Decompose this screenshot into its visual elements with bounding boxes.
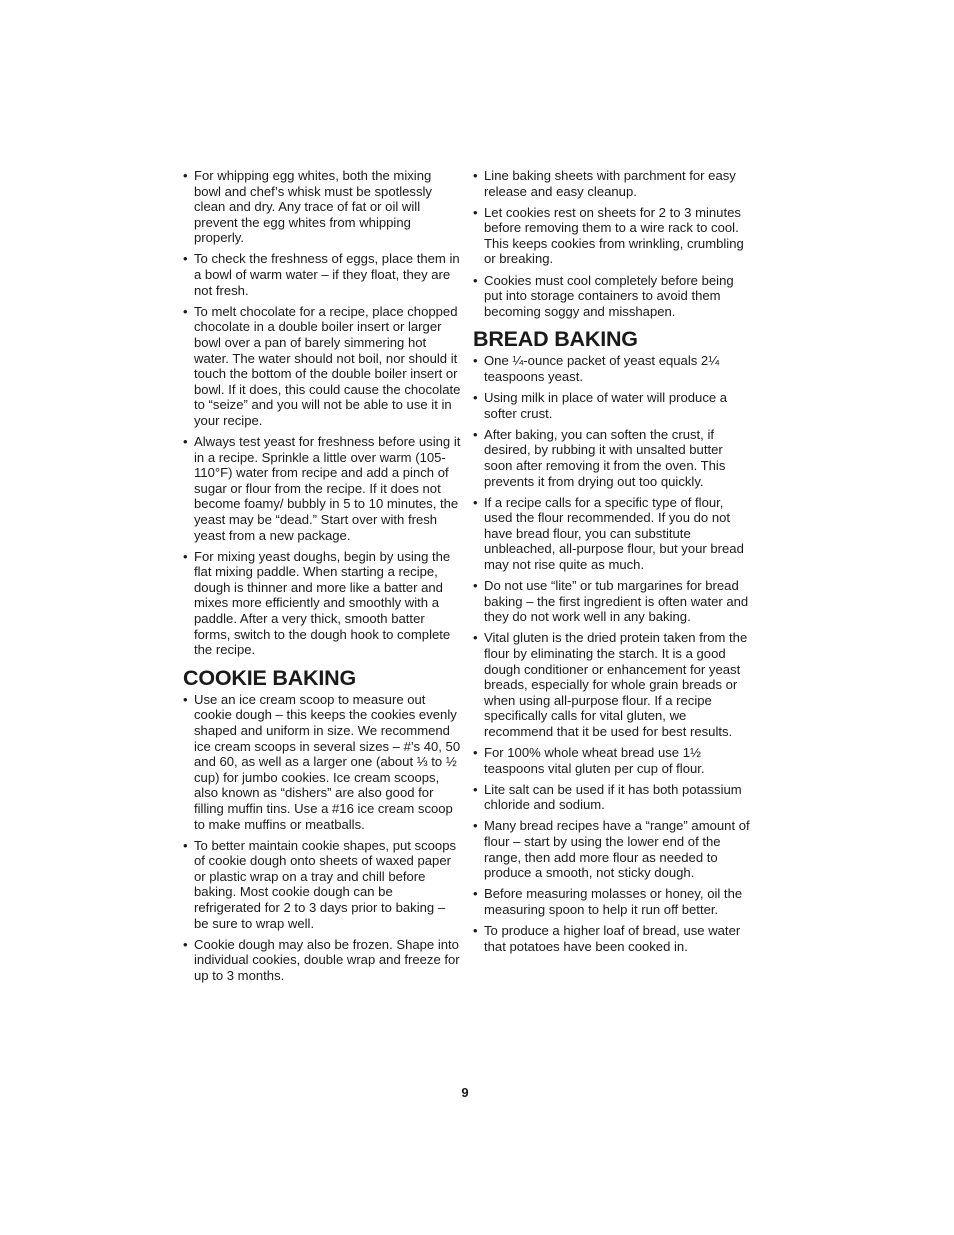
bread-tips-list [473, 353, 753, 954]
cookie-baking-heading: COOKIE BAKING [183, 665, 356, 690]
list-item: • For mixing yeast doughs, begin by using the flat mixing paddle. When starting a recipe, dough is thinner and more like a batter and mixes more efficiently and smoothly with a paddle. After a very thick, smooth batter forms, switch to the dough hook to complete the recipe. [183, 549, 461, 658]
page-number: 9 [461, 1085, 469, 1100]
list-item: • After baking, you can soften the crust, if desired, by rubbing it with unsalted butter soon after removing it from the oven. This prevents it from drying out too quickly. [473, 427, 753, 489]
list-item: • For 100% whole wheat bread use 1½ teaspoons vital gluten per cup of flour. [473, 745, 753, 776]
list-item: • Use an ice cream scoop to measure out cookie dough – this keeps the cookies evenly shaped and uniform in size. We recommend ice cream scoops in several sizes – #’s 40, 50 and 60, as well as a larger one (about ⅓ to ½ cup) for jumbo cookies. Ice cream scoops, also known as “dishers” are also good for filling muffin tins. Use a #16 ice cream scoop to make muffins or meatballs. [183, 692, 461, 832]
list-item: • Line baking sheets with parchment for easy release and easy cleanup. [473, 168, 753, 199]
list-item: • To produce a higher loaf of bread, use water that potatoes have been cooked in. [473, 923, 753, 954]
cookie-tips-continued-list [473, 168, 753, 319]
right-column [473, 168, 753, 960]
list-item: • Cookie dough may also be frozen. Shape into individual cookies, double wrap and freeze for up to 3 months. [183, 937, 461, 984]
list-item: • Many bread recipes have a “range” amount of flour – start by using the lower end of the range, then add more flour as needed to produce a smooth, not sticky dough. [473, 818, 753, 880]
left-column [183, 168, 461, 989]
list-item: • To better maintain cookie shapes, put scoops of cookie dough onto sheets of waxed paper or plastic wrap on a tray and chill before baking. Most cookie dough can be refrigerated for 2 to 3 days prior to baking – be sure to wrap well. [183, 838, 461, 932]
general-tips-list [183, 168, 461, 658]
list-item: • To check the freshness of eggs, place them in a bowl of warm water – if they float, they are not fresh. [183, 251, 461, 298]
list-item: • Cookies must cool completely before being put into storage containers to avoid them becoming soggy and misshapen. [473, 273, 753, 320]
list-item: • Vital gluten is the dried protein taken from the flour by eliminating the starch. It is a good dough conditioner or enhancement for yeast breads, especially for whole grain breads or when using all-purpose flour. If a recipe specifically calls for vital gluten, we recommend that it be used for best results. [473, 630, 753, 739]
list-item: • One ¼-ounce packet of yeast equals 2¼ teaspoons yeast. [473, 353, 753, 384]
list-item: • Do not use “lite” or tub margarines for bread baking – the first ingredient is often water and they do not work well in any baking. [473, 578, 753, 625]
list-item: • Using milk in place of water will produce a softer crust. [473, 390, 753, 421]
bread-baking-heading: BREAD BAKING [473, 327, 638, 352]
list-item: • Lite salt can be used if it has both potassium chloride and sodium. [473, 782, 753, 813]
list-item: • For whipping egg whites, both the mixing bowl and chef’s whisk must be spotlessly clean and dry. Any trace of fat or oil will prevent the egg whites from whipping properly. [183, 168, 461, 246]
cookie-tips-list [183, 692, 461, 984]
list-item: • Always test yeast for freshness before using it in a recipe. Sprinkle a little over warm (105-110°F) water from recipe and add a pinch of sugar or flour from the recipe. If it does not become foamy/ bubbly in 5 to 10 minutes, the yeast may be “dead.” Start over with fresh yeast from a new package. [183, 434, 461, 543]
list-item: • Let cookies rest on sheets for 2 to 3 minutes before removing them to a wire rack to cool. This keeps cookies from wrinkling, crumbling or breaking. [473, 205, 753, 267]
list-item: • Before measuring molasses or honey, oil the measuring spoon to help it run off better. [473, 886, 753, 917]
list-item: • If a recipe calls for a specific type of flour, used the flour recommended. If you do not have bread flour, you can substitute unbleached, all-purpose flour, but your bread may not rise quite as much. [473, 495, 753, 573]
list-item: • To melt chocolate for a recipe, place chopped chocolate in a double boiler insert or larger bowl over a pan of barely simmering hot water. The water should not boil, nor should it touch the bottom of the double boiler insert or bowl. If it does, this could cause the chocolate to “seize” and you will not be able to use it in your recipe. [183, 304, 461, 429]
